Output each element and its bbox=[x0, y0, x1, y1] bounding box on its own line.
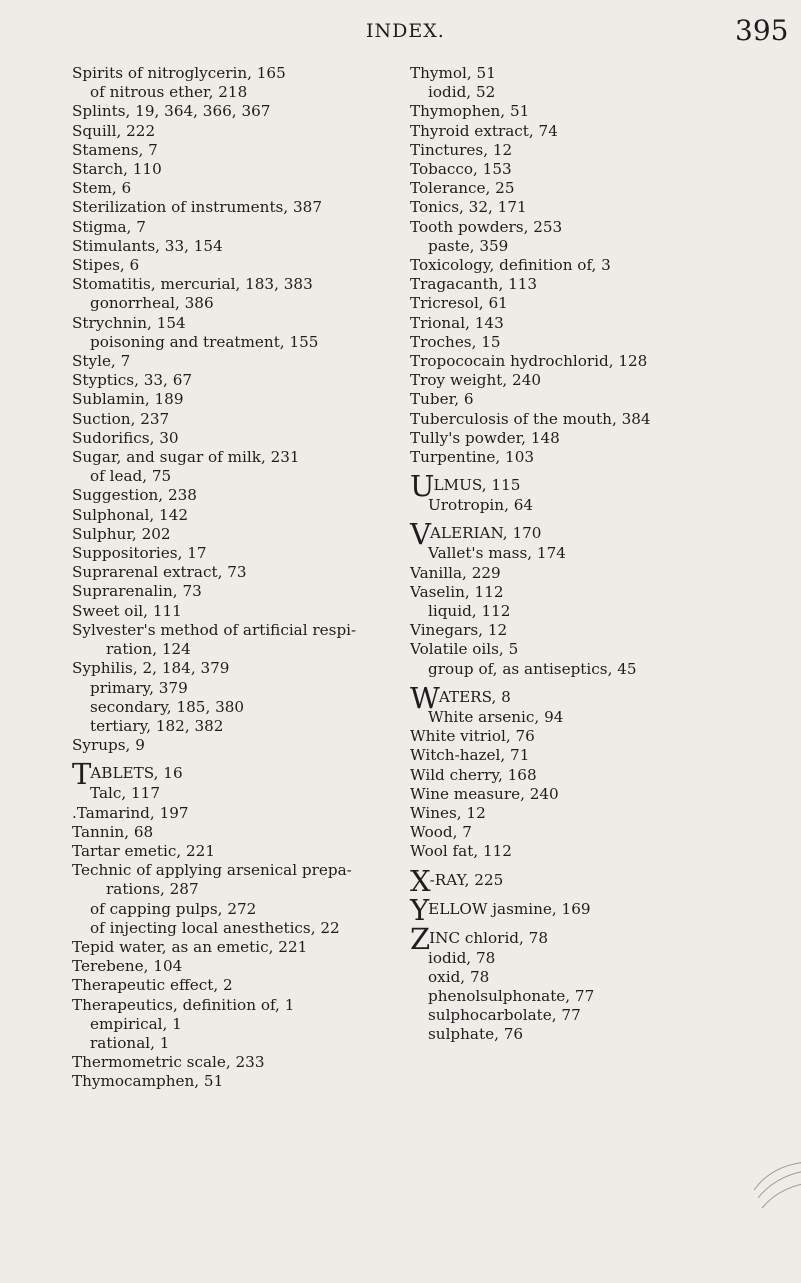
index-entry: empirical, 1 bbox=[90, 1014, 182, 1033]
index-entry: White arsenic, 94 bbox=[428, 707, 564, 726]
index-entry: paste, 359 bbox=[428, 236, 509, 255]
page-number: 395 bbox=[735, 14, 789, 47]
library-stamp-icon bbox=[752, 1160, 801, 1220]
index-entry: Sugar, and sugar of milk, 231 bbox=[72, 448, 300, 467]
index-entry: of capping pulps, 272 bbox=[90, 899, 257, 918]
index-entry: Tragacanth, 113 bbox=[410, 275, 538, 294]
index-entry: Strychnin, 154 bbox=[72, 313, 186, 332]
index-entry: White vitriol, 76 bbox=[410, 727, 535, 746]
section-initial: X bbox=[410, 863, 431, 898]
page-header bbox=[0, 14, 801, 48]
index-column-left bbox=[72, 64, 402, 1092]
index-entry: Therapeutics, definition of, 1 bbox=[72, 995, 295, 1014]
index-entry: Thymocamphen, 51 bbox=[72, 1072, 224, 1091]
index-entry: Tonics, 32, 171 bbox=[410, 198, 527, 217]
index-entry bbox=[410, 517, 795, 552]
index-entry: Stomatitis, mercurial, 183, 383 bbox=[72, 275, 313, 294]
index-entry: Tolerance, 25 bbox=[410, 179, 515, 198]
page-title: INDEX. bbox=[366, 20, 445, 42]
index-entry: Syrups, 9 bbox=[72, 736, 145, 755]
index-entry: rational, 1 bbox=[90, 1033, 170, 1052]
index-entry: of injecting local anesthetics, 22 bbox=[90, 918, 340, 937]
index-entry: Tuberculosis of the mouth, 384 bbox=[410, 409, 651, 428]
index-entry: Squill, 222 bbox=[72, 121, 156, 140]
index-entry: Style, 7 bbox=[72, 352, 131, 371]
index-entry: Tartar emetic, 221 bbox=[72, 841, 215, 860]
index-entry: Talc, 117 bbox=[90, 784, 161, 803]
index-entry: iodid, 52 bbox=[428, 83, 496, 102]
index-entry: Volatile oils, 5 bbox=[410, 640, 519, 659]
index-entry: Tobacco, 153 bbox=[410, 160, 512, 179]
index-entry: liquid, 112 bbox=[428, 602, 511, 621]
index-entry: Therapeutic effect, 2 bbox=[72, 976, 233, 995]
index-entry: Wood, 7 bbox=[410, 823, 472, 842]
index-entry: Tropococain hydrochlorid, 128 bbox=[410, 352, 648, 371]
index-entry: Witch-hazel, 71 bbox=[410, 746, 530, 765]
index-entry: oxid, 78 bbox=[428, 967, 490, 986]
index-entry: Tepid water, as an emetic, 221 bbox=[72, 937, 308, 956]
index-entry bbox=[410, 469, 795, 504]
index-entry: Sublamin, 189 bbox=[72, 390, 184, 409]
index-entry: Splints, 19, 364, 366, 367 bbox=[72, 102, 271, 121]
index-entry: rations, 287 bbox=[106, 880, 199, 899]
index-entry: Suppositories, 17 bbox=[72, 544, 207, 563]
index-entry: Turpentine, 103 bbox=[410, 448, 535, 467]
index-entry: ration, 124 bbox=[106, 640, 191, 659]
index-entry: Wine measure, 240 bbox=[410, 784, 559, 803]
index-entry: poisoning and treatment, 155 bbox=[90, 332, 319, 351]
index-entry bbox=[72, 757, 402, 792]
index-entry-text: LMUS, 115 bbox=[433, 476, 521, 495]
index-entry: Vaselin, 112 bbox=[410, 582, 504, 601]
index-entry: of lead, 75 bbox=[90, 467, 172, 486]
index-entry: Toxicology, definition of, 3 bbox=[410, 256, 611, 275]
index-entry: Wild cherry, 168 bbox=[410, 765, 537, 784]
section-initial: W bbox=[410, 680, 440, 715]
index-entry: sulphate, 76 bbox=[428, 1025, 524, 1044]
index-entry: secondary, 185, 380 bbox=[90, 697, 245, 716]
index-entry-text: ATERS, 8 bbox=[438, 687, 511, 706]
index-entry: Sweet oil, 111 bbox=[72, 601, 182, 620]
section-initial: U bbox=[410, 469, 435, 504]
index-entry: Stimulants, 33, 154 bbox=[72, 236, 223, 255]
index-entry: phenolsulphonate, 77 bbox=[428, 986, 595, 1005]
index-entry: Suprarenal extract, 73 bbox=[72, 563, 247, 582]
index-entry bbox=[410, 680, 795, 715]
index-entry: group of, as antiseptics, 45 bbox=[428, 659, 637, 678]
index-entry: Thyroid extract, 74 bbox=[410, 121, 558, 140]
section-initial: Z bbox=[410, 921, 431, 956]
index-entry: Thermometric scale, 233 bbox=[72, 1053, 265, 1072]
index-entry: Sudorifics, 30 bbox=[72, 428, 179, 447]
index-entry bbox=[410, 863, 795, 898]
index-entry: Thymophen, 51 bbox=[410, 102, 530, 121]
index-entry: iodid, 78 bbox=[428, 948, 496, 967]
index-entry: Stem, 6 bbox=[72, 179, 132, 198]
index-entry: Troches, 15 bbox=[410, 332, 501, 351]
index-entry: Sulphonal, 142 bbox=[72, 505, 189, 524]
index-column-right bbox=[410, 64, 795, 1045]
index-entry: Suprarenalin, 73 bbox=[72, 582, 202, 601]
index-entry-text: -RAY, 225 bbox=[429, 870, 504, 889]
index-entry: Stigma, 7 bbox=[72, 217, 146, 236]
index-entry: Sulphur, 202 bbox=[72, 524, 171, 543]
index-entry: Starch, 110 bbox=[72, 160, 162, 179]
index-entry-text: INC chlorid, 78 bbox=[429, 928, 549, 947]
index-entry: gonorrheal, 386 bbox=[90, 294, 214, 313]
index-entry: Terebene, 104 bbox=[72, 957, 183, 976]
index-entry: Tannin, 68 bbox=[72, 822, 154, 841]
index-entry: Vanilla, 229 bbox=[410, 563, 501, 582]
index-entry: of nitrous ether, 218 bbox=[90, 83, 248, 102]
index-entry: Sterilization of instruments, 387 bbox=[72, 198, 322, 217]
index-entry: Styptics, 33, 67 bbox=[72, 371, 193, 390]
index-entry: primary, 379 bbox=[90, 678, 188, 697]
section-initial: Y bbox=[410, 892, 430, 927]
index-entry: Suction, 237 bbox=[72, 409, 170, 428]
index-entry: Wool fat, 112 bbox=[410, 842, 512, 861]
index-entry: Tully's powder, 148 bbox=[410, 428, 560, 447]
index-entry-text: ABLETS, 16 bbox=[90, 764, 183, 783]
index-entry: sulphocarbolate, 77 bbox=[428, 1006, 581, 1025]
index-entry: Suggestion, 238 bbox=[72, 486, 197, 505]
index-entry bbox=[410, 892, 795, 927]
section-initial: V bbox=[410, 517, 431, 552]
index-entry: Troy weight, 240 bbox=[410, 371, 542, 390]
index-entry: Stipes, 6 bbox=[72, 256, 140, 275]
index-entry: Stamens, 7 bbox=[72, 140, 158, 159]
index-entry: Vinegars, 12 bbox=[410, 621, 508, 640]
index-entry: Vallet's mass, 174 bbox=[428, 544, 566, 563]
index-entry: Urotropin, 64 bbox=[428, 496, 534, 515]
index-entry: tertiary, 182, 382 bbox=[90, 716, 224, 735]
index-entry-text: ELLOW jasmine, 169 bbox=[428, 899, 591, 918]
index-entry: Thymol, 51 bbox=[410, 64, 496, 82]
index-entry: Tricresol, 61 bbox=[410, 294, 508, 313]
index-entry: Syphilis, 2, 184, 379 bbox=[72, 659, 230, 678]
section-initial: T bbox=[72, 757, 92, 792]
index-entry: Tinctures, 12 bbox=[410, 140, 513, 159]
index-entry: Technic of applying arsenical prepa- bbox=[72, 861, 352, 880]
index-entry: .Tamarind, 197 bbox=[72, 803, 189, 822]
index-entry: Spirits of nitroglycerin, 165 bbox=[72, 64, 286, 82]
index-entry-text: ALERIAN, 170 bbox=[429, 524, 542, 543]
index-entry: Tuber, 6 bbox=[410, 390, 474, 409]
index-entry: Tooth powders, 253 bbox=[410, 217, 563, 236]
index-entry: Trional, 143 bbox=[410, 313, 504, 332]
index-entry: Sylvester's method of artificial respi- bbox=[72, 620, 357, 639]
index-entry: Wines, 12 bbox=[410, 803, 486, 822]
index-entry bbox=[410, 921, 795, 956]
